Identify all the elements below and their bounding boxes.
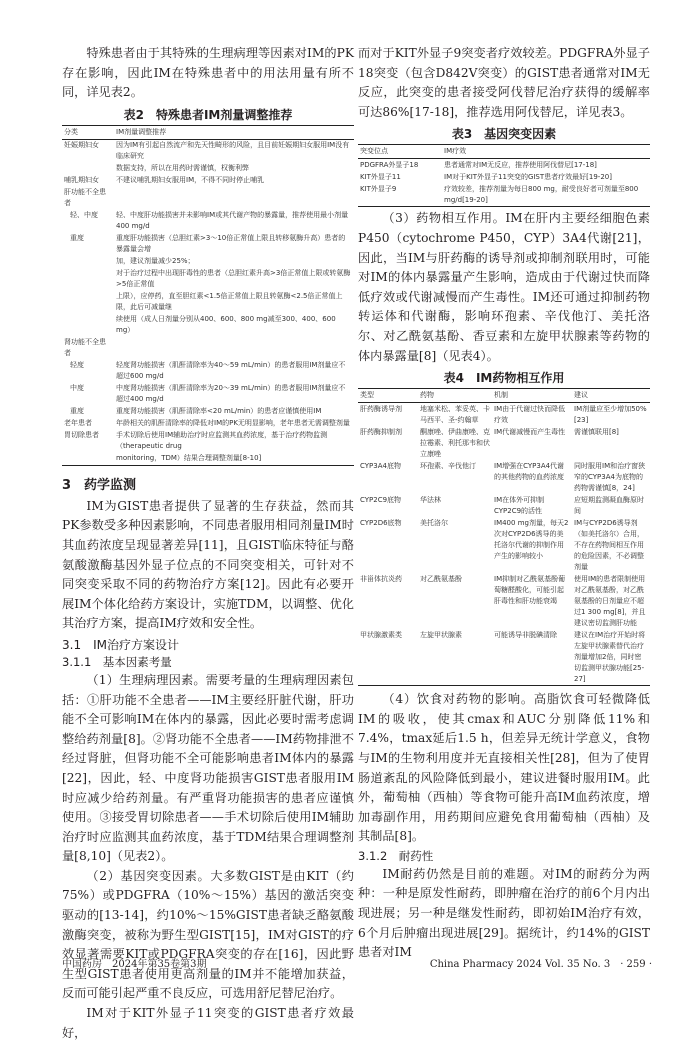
section-heading: 3 药学监测 [62,477,137,493]
table-cell: CYP3A4底物 [360,461,401,470]
table-row [358,629,650,686]
kit-paragraph: IM对于KIT外显子11突变的GIST患者疗效最好， [62,1006,354,1040]
left-column [62,44,354,1043]
kit-paragraph-continued: 而对于KIT外显子9突变者疗效较差。PDGFRA外显子18突变（包含D842V突变）的GIST患者通常对IM无反应，此突变的患者接受阿伐替尼治疗获得的缓解率可达86%[17-18]，推荐选用阿伐替尼，详见表3。 [358,46,650,119]
table-cell [114,187,354,210]
table-cell: 甲状腺激素类 [358,629,418,686]
table-cell: 中度肾功能损害（肌酐清除率为20～39 mL/min）的患者服用IM剂量应不超过400 mg/d [116,384,346,404]
table-row [62,291,354,314]
table-header-row [62,125,354,139]
right-column [358,44,650,963]
table-cell: 地塞米松、苯妥英、卡马西平、圣-约翰草 [420,404,490,424]
table-cell: 需谨慎联用[8] [574,427,619,436]
table-cell: 华法林 [420,495,441,504]
table-cell: 肾功能不全患者 [64,338,106,358]
table-row [62,268,354,291]
table-cell: 肝药酶抑制剂 [360,427,402,436]
resistance-paragraph: IM耐药仍然是目前的难题。对IM的耐药分为两种：一种是原发性耐药，即肿瘤在治疗的前6个月内出现进展；另一种是继发性耐药，即初始IM治疗有效，6个月后肿瘤出现进展[29]。据统计，约14%的GIST患者对IM [358,866,650,960]
table-row [62,418,354,430]
table-cell: 重度 [70,234,84,243]
table-cell: 不建议哺乳期妇女服用IM，不得不同时停止哺乳 [116,176,265,185]
table-row [62,360,354,383]
physio-paragraph: （1）生理病理因素。需要考量的生理病理因素包括：①肝功能不全患者——IM主要经肝脏代谢，肝功能不全可影响IM在体内的暴露，因此必要时需考虑调整给药剂量[8]。②肾功能不全患者——IM药物排泄不经过肾脏，但肾功能不全可能影响患者IM体内的暴露[22]，因此，轻、中度肾功能损害GIST患者服用IM时应减少给药剂量。有严重肾功能损害的患者应谨慎使用。③接受胃切除患者——手术切除后使用IM辅助治疗时应监测其血药浓度，基于TDM结果合理调整剂量[8,10]（见表2）。 [62,672,354,864]
table-row [358,159,650,172]
table-cell: IM对于KIT外显子11突变的GIST患者疗效最好[19-20] [444,172,612,181]
table-row [62,406,354,418]
table-cell: 美托洛尔 [420,518,448,527]
table-cell: 续使用（成人日剂量分别从400、600、800 mg减至300、400、600 mg） [116,315,336,335]
table-header-cell: 机制 [492,389,572,403]
table3 [358,144,650,207]
table-cell: 非甾体抗炎药 [360,574,402,583]
table-row [62,337,354,360]
table-cell: monitoring，TDM）结果合理调整剂量[8-10] [114,453,354,466]
table2-caption: 表2 特殊患者IM剂量调整推荐 [123,107,293,122]
table-cell: 环孢素、辛伐他汀 [420,461,476,470]
table-header-cell: IM疗效 [442,145,650,159]
table-cell: CYP2C9底物 [360,495,402,504]
table-row [358,183,650,207]
table-cell: 建议在IM治疗开始时将左旋甲状腺素替代治疗剂量增加2倍，同时密切监测甲状腺功能[25-27] [572,629,650,686]
table-cell: 肝功能不全患者 [64,188,106,208]
table-cell: 重度肾功能损害（肌酐清除率<20 mL/min）的患者应谨慎使用IM [116,407,322,416]
table-cell: IM剂量应至少增加50%[23] [574,404,647,424]
table-row [358,517,650,573]
footer-journal-cn: 中国药房 2024年第35卷第3期 [62,959,207,970]
table-cell: 重度 [70,407,84,416]
table-row [358,494,650,517]
table-cell [114,337,354,360]
table-header-cell: IM剂量调整推荐 [114,125,354,139]
gene-paragraph: （2）基因突变因素。大多数GIST是由KIT（约75%）或PDGFRA（10%～15%）基因的激活突变驱动的[13-14]，约10%～15%GIST患者缺乏酪氨酸激酶突变，被称为野生型GIST[15]，IM对GIST的疗效显著需要KIT或PDGFRA突变的存在[16]，因此野生型GIST患者使用更高剂量的IM并不能增加获益，反而可能引起严重不良反应，可选用舒尼替尼治疗。 [62,868,354,1001]
table-header-cell: 分类 [62,125,114,139]
table-cell: 肝药酶诱导剂 [360,404,402,413]
table-header-cell: 药物 [418,389,492,403]
table-row [358,403,650,427]
table-cell: 哺乳期妇女 [64,176,99,185]
table-cell: CYP2D6底物 [360,518,402,527]
table-header-cell: 突变位点 [358,145,442,159]
food-paragraph: （4）饮食对药物的影响。高脂饮食可轻微降低IM的吸收，使其cmax和AUC分别降低11%和7.4%，tmax延后1.5 h，但差异无统计学意义，食物与IM的生物利用度并无直接相关性[28]，但为了使胃肠道紊乱的风险降低到最小，建议进餐时服用IM。此外，葡萄柚（西柚）等食物可能升高IM血药浓度，增加毒副作用，用药期间应避免食用葡萄柚（西柚）及其制品[8]。 [358,692,650,844]
table3-caption: 表3 基因突变因素 [451,127,557,142]
table-cell: PDGFRA外显子18 [360,160,419,169]
table4 [358,388,650,686]
table-cell: 因为IM有引起自然流产和先天性畸形的风险，且目前妊娠期妇女服用IM没有临床研究 [116,141,350,161]
interaction-paragraph: （3）药物相互作用。IM在肝内主要经细胞色素P450（cytochrome P450，CYP）3A4代谢[21]，因此，当IM与肝药酶的诱导剂或抑制剂联用时，可能对IM的体内暴露量产生影响，造成由于代谢过快而降低疗效或代谢减慢而产生毒性。IM还可通过抑制药物转运体和代谢酶，影响环孢素、辛伐他汀、美托洛尔、对乙酰氨基酚、香豆素和左旋甲状腺素等药物的体内暴露量[8]（见表4）。 [358,211,650,363]
table-cell: 中度 [70,384,84,393]
table-cell [62,291,114,314]
table-cell: IM代谢减慢而产生毒性 [494,427,566,436]
subsubsection-heading: 3.1.2 耐药性 [358,848,434,863]
table-header-cell: 类型 [358,389,418,403]
table-row [62,175,354,187]
table-cell: 应短期监测凝血酶原时间 [574,495,644,515]
table-row [358,460,650,494]
table-cell: 胃切除患者 [64,431,99,440]
table2 [62,125,354,466]
table-cell: IM在体外可抑制CYP2C9的活性 [494,495,545,515]
table-cell: KIT外显子11 [360,172,401,181]
table-row [62,453,354,466]
table-cell: 手术切除后使用IM辅助治疗时应监测其血药浓度，基于治疗药物监测（therapeutic drug [116,431,328,451]
table-cell: 妊娠期妇女 [64,141,99,150]
table-cell: IM400 mg剂量，每天2次对CYP2D6诱导的美托洛尔代谢的抑制作用产生的影响较小 [494,518,569,560]
table-row [62,233,354,256]
table-cell: 上限），应停药，直至胆红素<1.5倍正常值上限且转氨酶<2.5倍正常值上限，此后可减量继 [116,292,343,312]
table-row [62,314,354,337]
table-row [358,573,650,629]
table-header-row [358,389,650,403]
table-row [358,171,650,183]
subsection-heading: 3.1 IM治疗方案设计 [62,637,179,652]
table-row [62,187,354,210]
table-row [62,210,354,233]
table-cell: 轻、中度 [70,211,98,220]
table-cell: 酮康唑、伊曲康唑、克拉霉素、利托那韦和伏立康唑 [420,427,490,458]
table-cell: IM由于代谢过快而降低疗效 [494,404,566,424]
table-row [62,139,354,163]
table-cell: IM增强在CYP3A4代谢的其他药物的血药浓度 [494,461,565,481]
table-cell: 加，建议剂量减少25%； [116,257,195,266]
table-header-row [358,145,650,159]
table-cell: 年龄相关的肌酐清除率的降低对IM的PK无明显影响，老年患者无需调整剂量 [116,419,350,428]
table-cell [62,268,114,291]
table-cell: 轻、中度肝功能损害并未影响IM或其代谢产物的暴露量，推荐使用最小剂量400 mg/d [116,211,349,231]
table-cell: 使用IM的患者限制使用对乙酰氨基酚，对乙酰氨基酚的日剂量应不超过1 300 mg[8]，并且建议密切监测肝功能 [574,574,646,627]
table-cell [62,314,114,337]
table-row [62,430,354,453]
table-cell: 轻度肾功能损害（肌酐清除率为40～59 mL/min）的患者服用IM剂量应不超过600 mg/d [116,361,346,381]
table-cell: 疗效较差，推荐剂量为每日800 mg，耐受良好者可剂量至800 mg/d[19-20] [442,183,650,207]
subsubsection-heading: 3.1.1 基本因素考量 [62,654,172,669]
table-cell: 同时服用IM和治疗窗狭窄的CYP3A4为底物的药物需谨慎[8，24] [574,461,646,492]
footer-journal-en: China Pharmacy 2024 Vol. 35 No. 3 · 259 · [429,959,652,970]
table-cell: 老年患者 [64,419,92,428]
table-cell [62,256,114,268]
table-cell: 轻度 [70,361,84,370]
table-cell: 对于治疗过程中出现肝毒性的患者（总胆红素升高>3倍正常值上限或转氨酶>5倍正常值 [116,269,351,289]
table-row [62,383,354,406]
table4-caption: 表4 IM药物相互作用 [443,371,565,386]
table-cell: 重度肝功能损害（总胆红素>3～10倍正常值上限且转移氨酶升高）患者的暴露量会增 [116,234,346,254]
table-row [62,163,354,175]
table-header-cell: 建议 [572,389,650,403]
section3-paragraph: IM为GIST患者提供了显著的生存获益，然而其PK参数受多种因素影响，不同患者服用相同剂量IM时其血药浓度呈现显著差异[11]，且GIST临床特征与酪氨酸激酶基因外显子位点的不同突变相关，可针对不同突变采取不同的药物治疗方案[12]。因此有必要开展IM个体化给药方案设计，实施TDM，以调整、优化其治疗方案，提高IM疗效和安全性。 [62,498,354,631]
table-row [62,256,354,268]
table-cell: 患者通常对IM无反应，推荐使用阿伐替尼[17-18] [444,160,597,169]
intro-paragraph: 特殊患者由于其特殊的生理病理等因素对IM的PK存在影响，因此IM在特殊患者中的用法用量有所不同，详见表2。 [62,46,354,100]
table-cell: 数据支持，所以在用药时需谨慎，权衡利弊 [116,164,249,173]
table-cell: 左旋甲状腺素 [418,629,492,686]
table-cell: IM与CYP2D6诱导剂（如美托洛尔）合用，不存在药物间相互作用的危险因素，不必调整剂量 [574,518,644,571]
table-cell [62,163,114,175]
table-cell [62,453,114,466]
table-cell: 可能诱导非脱碘清除 [492,629,572,686]
table-cell: 对乙酰氨基酚 [420,574,462,583]
table-cell: KIT外显子9 [358,183,442,207]
table-row [358,426,650,460]
table-cell: IM抑制对乙酰氨基酚葡萄糖醛酸化，可能引起肝毒性和肝功能衰竭 [494,574,566,605]
